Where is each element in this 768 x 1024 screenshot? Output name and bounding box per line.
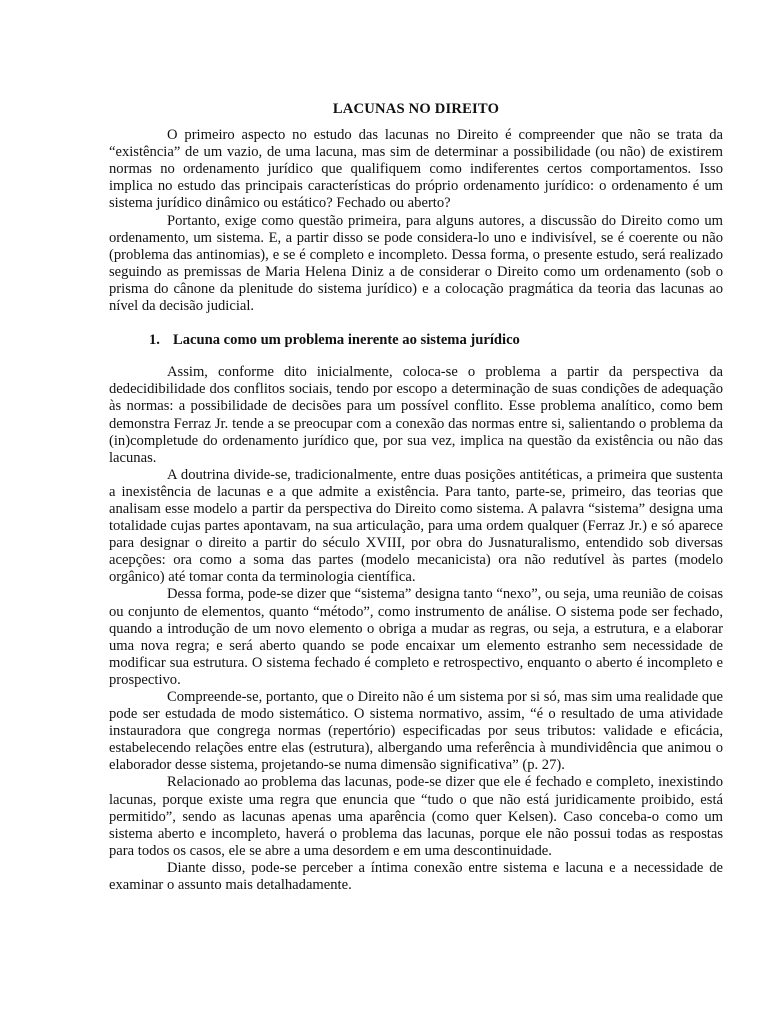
document-page (109, 101, 723, 894)
document-title: LACUNAS NO DIREITO (332, 101, 500, 117)
paragraph-section-1: Assim, conforme dito inicialmente, coloca-se o problema a partir da perspectiva da dedecidibilidade dos conflitos sociais, tendo por escopo a determinação de suas condições de adequação às normas: a possibilidade de decisões para um possível conflito. Esse problema analítico, como bem demonstra Ferraz Jr. tende a se preocupar com a conexão das normas entre si, salientando o problema da (in)completude do ordenamento jurídico que, por sua vez, implica na questão da existência ou não das lacunas. (109, 364, 723, 466)
paragraph-intro-2: Portanto, exige como questão primeira, para alguns autores, a discussão do Direito como um ordenamento, um sistema. E, a partir disso se pode considera-lo uno e indivisível, se é coerente ou não (problema das antinomias), e se é completo e incompleto. Dessa forma, o presente estudo, será realizado seguindo as premissas de Maria Helena Diniz a de considerar o Direito como um ordenamento (sob o prisma do cânone da plenitude do sistema jurídico) e a colocação pragmática da teoria das lacunas ao nível da decisão judicial. (109, 212, 723, 315)
paragraph-section-3: Dessa forma, pode-se dizer que “sistema” designa tanto “nexo”, ou seja, uma reunião de coisas ou conjunto de elementos, quanto “método”, como instrumento de análise. O sistema pode ser fechado, quando a introdução de um novo elemento o obriga a mudar as regras, ou seja, a estrutura, e a elaborar uma nova regra; e será aberto quando se pode encaixar um elemento estranho sem necessidade de modificar sua estrutura. O sistema fechado é completo e retrospectivo, enquanto o aberto é incompleto e prospectivo. (109, 586, 723, 688)
section-heading (149, 332, 723, 349)
section-heading-text: Lacuna como um problema inerente ao sistema jurídico (173, 332, 520, 349)
paragraph-section-6: Diante disso, pode-se perceber a íntima conexão entre sistema e lacuna e a necessidade de examinar o assunto mais detalhadamente. (109, 859, 723, 894)
paragraph-intro-1: O primeiro aspecto no estudo das lacunas no Direito é compreender que não se trata da “existência” de um vazio, de uma lacuna, mas sim de determinar a possibilidade (ou não) de existirem normas no ordenamento jurídico que qualifiquem como indiferentes certos comportamentos. Isso implica no estudo das principais características do próprio ordenamento jurídico: o ordenamento é um sistema jurídico dinâmico ou estático? Fechado ou aberto? (109, 127, 723, 212)
section-number: 1. (149, 332, 160, 349)
paragraph-section-4: Compreende-se, portanto, que o Direito não é um sistema por si só, mas sim uma realidade que pode ser estudada de modo sistemático. O sistema normativo, assim, “é o resultado de uma atividade instauradora que congrega normas (repertório) especificadas por seus tributos: validade e eficácia, estabelecendo relações entre elas (estrutura), albergando uma referência à mundividência que animou o elaborador desse sistema, projetando-se numa dimensão significativa” (p. 27). (109, 689, 723, 774)
paragraph-section-2: A doutrina divide-se, tradicionalmente, entre duas posições antitéticas, a primeira que sustenta a inexistência de lacunas e a que admite a existência. Para tanto, parte-se, primeiro, das teorias que analisam esse modelo a partir da perspectiva do Direito como sistema. A palavra “sistema” designa uma totalidade cujas partes apontavam, na sua articulação, para uma ordem qualquer (Ferraz Jr.) e só aparece para designar o direito a partir do século XVIII, por obra do Jusnaturalismo, entendido sob diversas acepções: ora como a soma das partes (modelo mecanicista) ora não redutível às partes (modelo orgânico) até tomar conta da terminologia científica. (109, 466, 723, 586)
paragraph-section-5: Relacionado ao problema das lacunas, pode-se dizer que ele é fechado e completo, inexistindo lacunas, porque existe uma regra que enuncia que “tudo o que não está juridicamente proibido, está permitido”, sendo as lacunas apenas uma aparência (como quer Kelsen). Caso conceba-o como um sistema aberto e incompleto, haverá o problema das lacunas, porque ele não possui todas as respostas para todos os casos, ele se abre a uma desordem e em uma descontinuidade. (109, 774, 723, 859)
